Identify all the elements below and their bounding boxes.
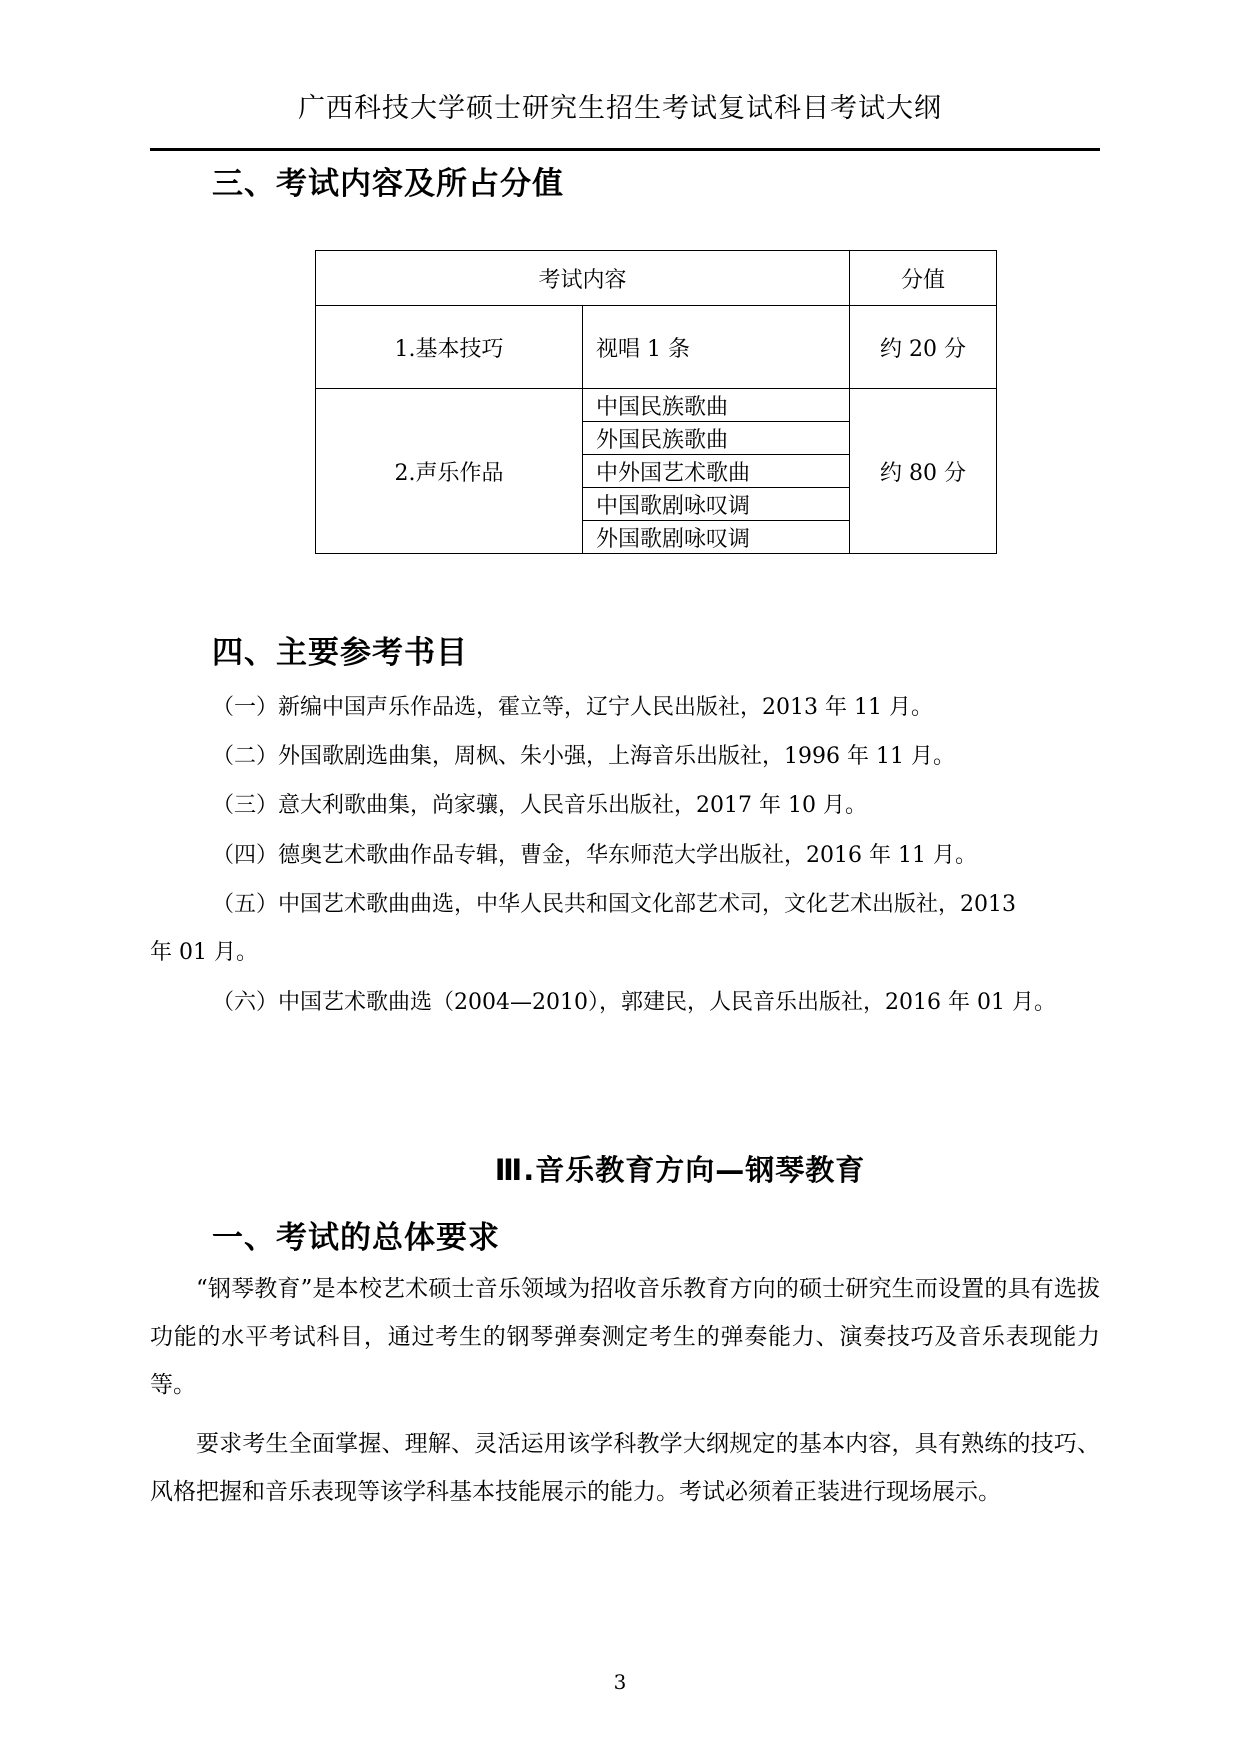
header-rule xyxy=(150,148,1100,151)
header-content: 考试内容 xyxy=(316,251,850,306)
section3-heading: 三、考试内容及所占分值 xyxy=(212,166,564,202)
item-cell: 视唱 1 条 xyxy=(583,306,850,389)
part3-section1-heading: 一、考试的总体要求 xyxy=(212,1220,500,1256)
table-row xyxy=(316,306,997,389)
item-cell: 外国民族歌曲 xyxy=(583,422,850,455)
reference-item: （三）意大利歌曲集，尚家骧，人民音乐出版社，2017 年 10 月。 xyxy=(212,793,867,818)
paragraph: 要求考生全面掌握、理解、灵活运用该学科教学大纲规定的基本内容，具有熟练的技巧、风格把握和音乐表现等该学科基本技能展示的能力。考试必须着正装进行现场展示。 xyxy=(150,1431,1100,1505)
page-header: 广西科技大学硕士研究生招生考试复试科目考试大纲 xyxy=(298,93,942,124)
section4-heading: 四、主要参考书目 xyxy=(212,635,468,671)
page-number: 3 xyxy=(613,1670,627,1694)
paragraph: “钢琴教育”是本校艺术硕士音乐领域为招收音乐教育方向的硕士研究生而设置的具有选拔功能的水平考试科目，通过考生的钢琴弹奏测定考生的弹奏能力、演奏技巧及音乐表现能力等。 xyxy=(150,1276,1100,1398)
table-row xyxy=(316,389,997,422)
part-title: Ⅲ.音乐教育方向—钢琴教育 xyxy=(494,1153,866,1187)
category-cell: 1.基本技巧 xyxy=(316,306,583,389)
item-cell: 中外国艺术歌曲 xyxy=(583,455,850,488)
reference-item: （六）中国艺术歌曲选（2004—2010），郭建民，人民音乐出版社，2016 年 01 月。 xyxy=(212,990,1056,1015)
category-cell: 2.声乐作品 xyxy=(316,389,583,554)
header-score: 分值 xyxy=(850,251,997,306)
table-header-row xyxy=(316,251,997,306)
reference-item: （五）中国艺术歌曲曲选，中华人民共和国文化部艺术司，文化艺术出版社，2013 xyxy=(212,892,1016,917)
item-cell: 中国歌剧咏叹调 xyxy=(583,488,850,521)
item-cell: 外国歌剧咏叹调 xyxy=(583,521,850,554)
reference-item: （一）新编中国声乐作品选，霍立等，辽宁人民出版社，2013 年 11 月。 xyxy=(212,695,933,720)
score-cell: 约 20 分 xyxy=(850,306,997,389)
reference-item: （四）德奥艺术歌曲作品专辑，曹金，华东师范大学出版社，2016 年 11 月。 xyxy=(212,843,977,868)
score-cell: 约 80 分 xyxy=(850,389,997,554)
reference-item: （二）外国歌剧选曲集，周枫、朱小强，上海音乐出版社，1996 年 11 月。 xyxy=(212,744,955,769)
reference-item-continued: 年 01 月。 xyxy=(150,940,258,965)
item-cell: 中国民族歌曲 xyxy=(583,389,850,422)
score-table xyxy=(315,250,997,554)
